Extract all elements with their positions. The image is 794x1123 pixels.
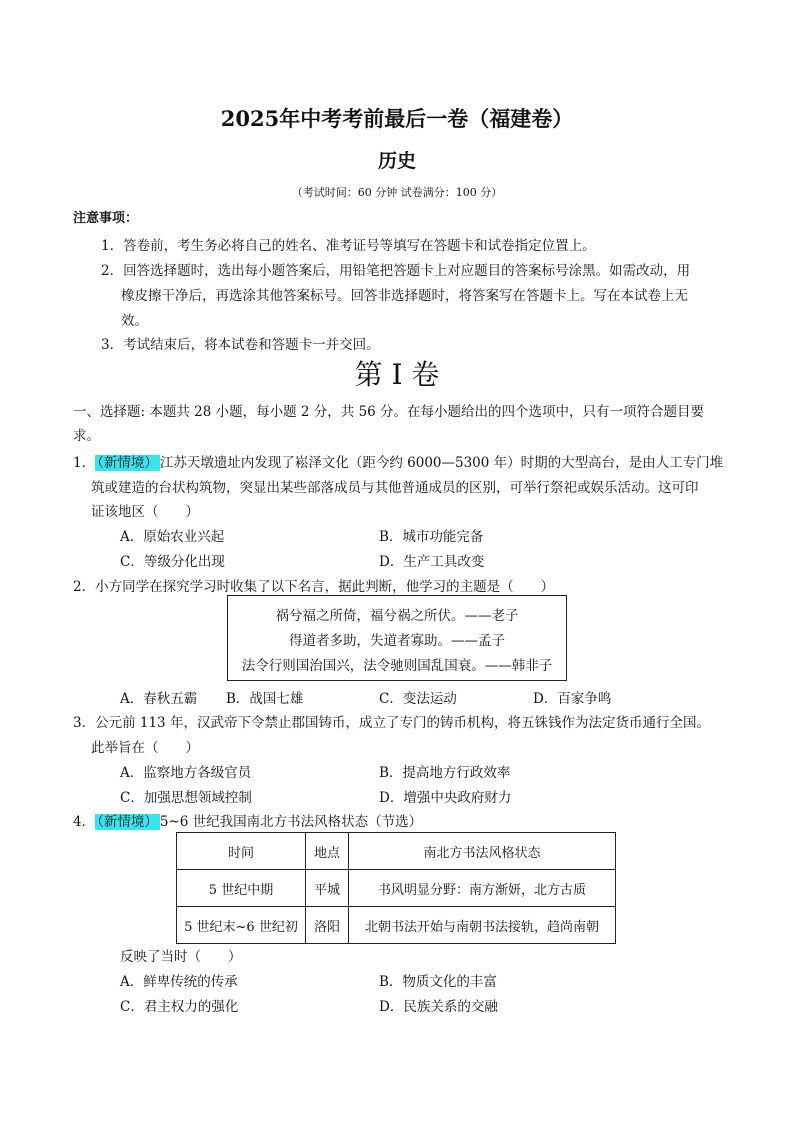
notice-heading: 注意事项：: [73, 211, 139, 226]
table-cell: 5 世纪末~6 世纪初: [177, 907, 306, 944]
q2-option-d: D．百家争鸣: [533, 691, 612, 707]
table-row: [177, 870, 616, 907]
table-row: [177, 907, 616, 944]
table-cell: 北朝书法开始与南朝书法接轨，趋尚南朝: [349, 907, 616, 944]
table-cell: 书风明显分野：南方渐妍，北方古质: [349, 870, 616, 907]
q4-option-a: A．鲜卑传统的传承: [120, 974, 238, 990]
q2-option-a: A．春秋五霸: [120, 691, 198, 707]
section-title: 第 I 卷: [354, 358, 440, 391]
q1-option-a: A．原始农业兴起: [120, 529, 225, 545]
q4-text: 5~6 世纪我国南北方书法风格状态（节选）: [159, 814, 423, 830]
subject-title: 历史: [377, 150, 416, 172]
q4-table: [176, 832, 616, 944]
q1-option-d: D．生产工具改变: [379, 554, 485, 570]
section-intro-line-1: 一、选择题: 本题共 28 小题，每小题 2 分，共 56 分。在每小题给出的四个选项中，只有一项符合题目要: [73, 404, 705, 420]
notice-line-1: 1．答卷前，考生务必将自己的姓名、准考证号等填写在答题卡和试卷指定位置上。: [101, 238, 596, 254]
table-header-cell: 时间: [177, 833, 306, 870]
section-intro-line-2: 求。: [73, 428, 100, 444]
q1-line-3: 证该地区（ ）: [91, 504, 199, 520]
table-cell: 平城: [306, 870, 349, 907]
notice-line-3: 橡皮擦干净后，再选涂其他答案标号。回答非选择题时，将答案写在答题卡上。写在本试卷上无: [121, 288, 688, 304]
q4-tag: （新情境）: [97, 814, 158, 830]
q2-quote-1: 祸兮福之所倚，福兮祸之所伏。——老子: [275, 608, 519, 624]
table-header-cell: 地点: [306, 833, 349, 870]
q4-number: 4．: [73, 814, 96, 830]
q1-number: 1．: [73, 455, 96, 471]
table-header-cell: 南北方书法风格状态: [349, 833, 616, 870]
q1-option-c: C．等级分化出现: [120, 554, 225, 570]
exam-title: 2025年中考考前最后一卷（福建卷）: [220, 106, 574, 131]
q3-line-1: 3．公元前 113 年，汉武帝下令禁止郡国铸币，成立了专门的铸币机构，将五铢钱作为法定货币通行全国。: [73, 715, 710, 731]
q1-tag: （新情境）: [97, 455, 158, 471]
q4-line-1: [73, 810, 422, 830]
q2-quote-box: [227, 595, 567, 681]
q2-option-b: B．战国七雄: [226, 691, 304, 707]
q1-line-2: 筑或建造的台状构筑物，突显出某些部落成员与其他普通成员的区别，可举行祭祀或娱乐活动。这可印: [91, 480, 699, 496]
q3-option-c: C．加强思想领域控制: [120, 790, 252, 806]
q4-option-c: C．君主权力的强化: [120, 999, 239, 1015]
q3-line-2: 此举旨在（ ）: [91, 740, 199, 756]
exam-meta: （考试时间：60 分钟 试卷满分：100 分）: [291, 186, 503, 199]
q2-quote-3: 法令行则国治国兴，法令驰则国乱国衰。——韩非子: [241, 658, 553, 674]
notice-line-5: 3．考试结束后，将本试卷和答题卡一并交回。: [101, 337, 380, 353]
q4-after: 反映了当时（ ）: [120, 949, 242, 965]
q2-quote-2: 得道者多助，失道者寡助。——孟子: [289, 633, 505, 649]
notice-line-4: 效。: [121, 313, 148, 329]
notice-line-2: 2．回答选择题时，选出每小题答案后，用铅笔把答题卡上对应题目的答案标号涂黑。如需改动，用: [101, 263, 691, 279]
q3-option-a: A．监察地方各级官员: [120, 765, 252, 781]
q1-text: 江苏天墩遗址内发现了崧泽文化（距今约 6000—5300 年）时期的大型高台，是由人工专门堆: [159, 455, 724, 471]
q4-option-d: D．民族关系的交融: [379, 999, 498, 1015]
q2-line-1: 2．小方同学在探究学习时收集了以下名言，据此判断，他学习的主题是（ ）: [73, 579, 555, 595]
q4-option-b: B．物质文化的丰富: [379, 974, 497, 990]
table-cell: 洛阳: [306, 907, 349, 944]
table-cell: 5 世纪中期: [177, 870, 306, 907]
q2-option-c: C．变法运动: [379, 691, 457, 707]
q1-line-1: [73, 451, 723, 471]
q1-option-b: B．城市功能完备: [379, 529, 484, 545]
q3-option-d: D．增强中央政府财力: [379, 790, 512, 806]
q3-option-b: B．提高地方行政效率: [379, 765, 511, 781]
table-header-row: [177, 833, 616, 870]
